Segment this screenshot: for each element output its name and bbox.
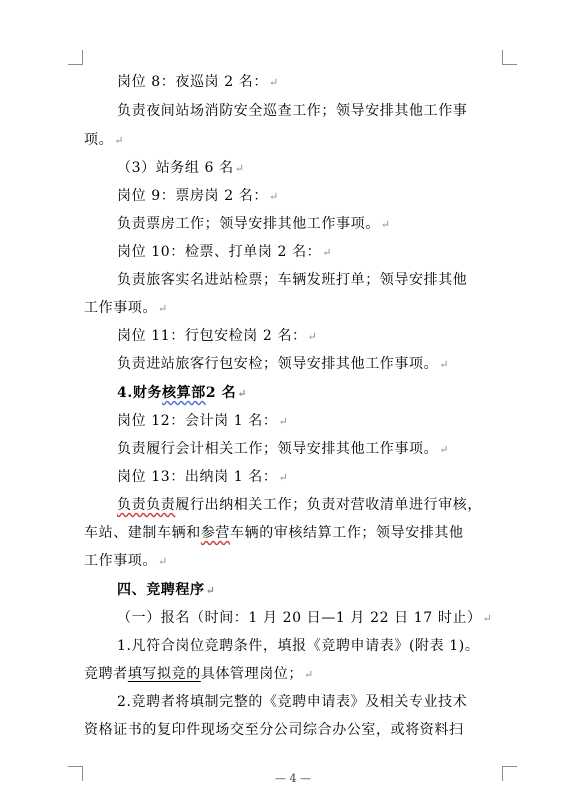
text-line: 岗位 10：检票、打单岗 2 名：↵ — [117, 244, 333, 260]
text-line: 负责履行会计相关工作；领导安排其他工作事项。↵ — [117, 441, 450, 457]
text-line: 1.凡符合岗位竞聘条件，填报《竞聘申请表》(附表 1)。 — [117, 638, 480, 654]
text-line: 工作事项。↵ — [84, 300, 168, 316]
text-line: 车站、建制车辆和参营车辆的审核结算工作；领导安排其他 — [84, 525, 464, 541]
text-line: 岗位 12：会计岗 1 名：↵ — [117, 413, 289, 429]
text-line: 岗位 9：票房岗 2 名：↵ — [117, 188, 279, 204]
margin-corner-bottom-left — [68, 766, 83, 781]
section-heading: 四、竞聘程序↵ — [117, 582, 216, 598]
margin-corner-top-right — [502, 50, 517, 65]
section-heading: 4.财务核算部2 名↵ — [117, 385, 248, 401]
section-heading: （3）站务组 6 名↵ — [117, 160, 245, 176]
text-line: （一）报名（时间：1 月 20 日—1 月 22 日 17 时止）↵ — [117, 610, 493, 626]
text-line: 岗位 11：行包安检岗 2 名：↵ — [117, 328, 318, 344]
text-line: 工作事项。↵ — [84, 553, 168, 569]
text-line: 负责夜间站场消防安全巡查工作；领导安排其他工作事 — [117, 103, 468, 119]
text-line: 负责进站旅客行包安检；领导安排其他工作事项。↵ — [117, 356, 450, 372]
text-line: 负责旅客实名进站检票；车辆发班打单；领导安排其他 — [117, 272, 468, 288]
text-line: 岗位 8：夜巡岗 2 名：↵ — [117, 74, 279, 90]
text-line: 负责负责履行出纳相关工作；负责对营收清单进行审核， — [117, 497, 483, 513]
text-line: 竞聘者填写拟竞的具体管理岗位；↵ — [84, 666, 314, 682]
margin-corner-top-left — [68, 50, 83, 65]
page-number: — 4 — — [275, 772, 311, 785]
text-line: 项。↵ — [84, 132, 125, 148]
text-line: 资格证书的复印件现场交至分公司综合办公室，或将资料扫 — [84, 722, 464, 738]
text-line: 2.竞聘者将填制完整的《竞聘申请表》及相关专业技术 — [117, 694, 468, 710]
text-line: 岗位 13：出纳岗 1 名：↵ — [117, 469, 289, 485]
text-line: 负责票房工作；领导安排其他工作事项。↵ — [117, 216, 391, 232]
margin-corner-bottom-right — [502, 766, 517, 781]
